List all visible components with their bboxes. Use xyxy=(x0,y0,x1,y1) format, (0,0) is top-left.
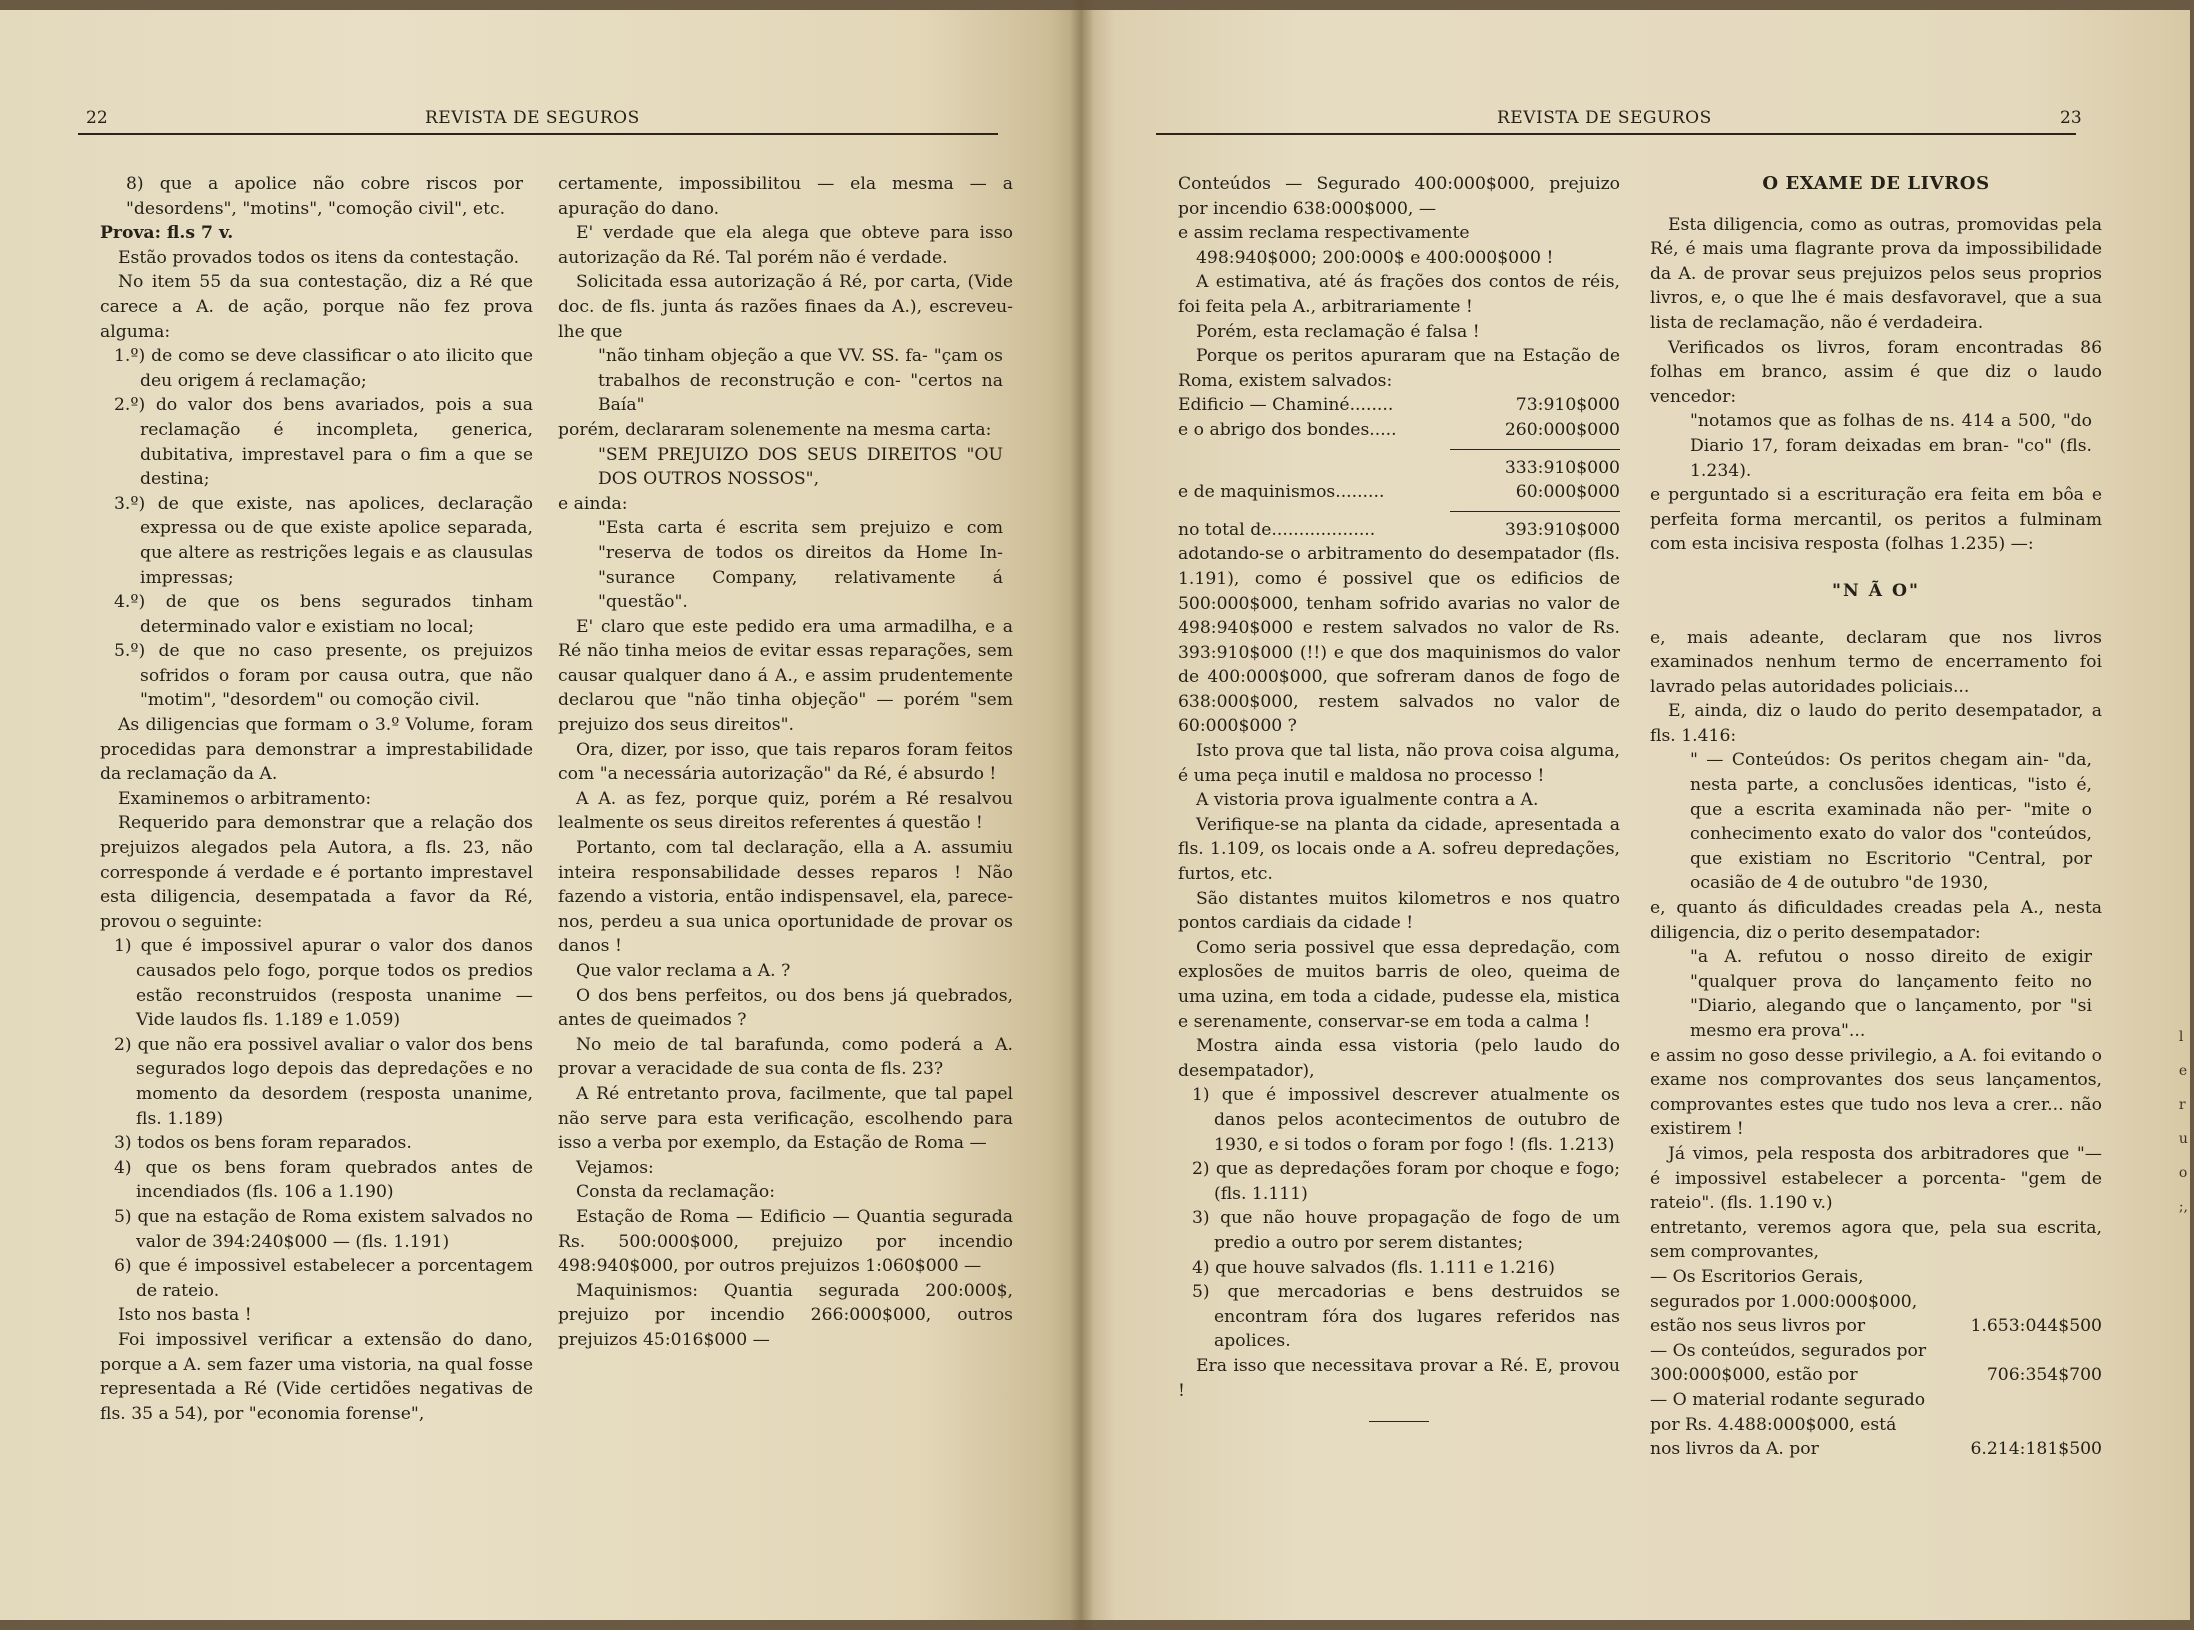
sum-rule xyxy=(1450,449,1620,450)
paragraph: A Ré entretanto prova, facilmente, que tal papel não serve para esta verificação, escolhendo para isso a verba por exemplo, da Estação de Roma — xyxy=(558,1083,1013,1154)
row-label: e o abrigo dos bondes..... xyxy=(1178,419,1397,440)
list-item: 4) que houve salvados (fls. 1.111 e 1.216) xyxy=(1192,1257,1555,1278)
table-row xyxy=(1178,518,1620,543)
list-item: 5) que na estação de Roma existem salvados no valor de 394:240$000 — (fls. 1.191) xyxy=(114,1206,533,1252)
paragraph: Porém, esta reclamação é falsa ! xyxy=(1196,321,1480,342)
paragraph: Isto nos basta ! xyxy=(118,1305,252,1326)
running-header: REVISTA DE SEGUROS xyxy=(1497,108,1712,128)
paragraph: Requerido para demonstrar que a relação dos prejuizos alegados pela Autora, a fls. 23, não corresponde á verdade e é portanto imprestavel esta diligencia, desempatada a favor da Ré, provou o seguinte: xyxy=(100,813,533,932)
paragraph: e assim no goso desse privilegio, a A. foi evitando o exame nos comprovantes dos seus lançamentos, comprovantes estes que tudo nos leva a crer... não existirem ! xyxy=(1650,1045,2102,1140)
paragraph: e perguntado si a escrituração era feita em bôa e perfeita forma mercantil, os peritos a fulminam com esta incisiva resposta (folhas 1.235) —: xyxy=(1650,485,2102,555)
list-item: 1) que é impossivel descrever atualmente os danos pelos acontecimentos de outubro de 1930, e si todos o foram por fogo ! (fls. 1.213) xyxy=(1192,1085,1620,1155)
list-item: 2) que não era possivel avaliar o valor dos bens segurados logo depois das depredações e no momento da desordem (resposta unanime, fls. 1.189) xyxy=(114,1034,533,1129)
running-header: REVISTA DE SEGUROS xyxy=(425,108,640,128)
paragraph: e ainda: xyxy=(558,493,628,514)
list-item: 1) que é impossivel apurar o valor dos danos causados pelo fogo, porque todos os predios estão reconstruidos (resposta unanime — Vide laudos fls. 1.189 e 1.059) xyxy=(114,936,533,1031)
edge-mark: ;, xyxy=(2178,1199,2188,1215)
paragraph: Já vimos, pela resposta dos arbitradores que "— é impossivel estabelecer a porcenta- "gem de rateio". (fls. 1.190 v.) xyxy=(1650,1143,2102,1214)
row-value: 260:000$000 xyxy=(1504,419,1620,440)
row-value: 1.653:044$500 xyxy=(1970,1316,2102,1337)
row-label: — Os conteúdos, segurados por 300:000$000, estão por xyxy=(1650,1340,1927,1386)
left-column-1 xyxy=(100,172,533,1426)
paragraph: Portanto, com tal declaração, ella a A. assumiu inteira responsabilidade desses reparos ! Não fazendo a vistoria, então indispensavel, ela, parece-nos, perdeu a sua unica oportunidade de provar os danos ! xyxy=(558,838,1013,957)
quote: " — Conteúdos: Os peritos chegam ain- "da, nesta parte, a conclusões identicas, "isto é, que a escrita examinada não per- "mite o conhecimento exato do valor dos "conteúdos, que existiam no Escritorio "Central, por ocasião de 4 de outubro "de 1930, xyxy=(1690,750,2092,894)
row-value: 73:910$000 xyxy=(1515,395,1620,416)
paragraph: Como seria possivel que essa depredação, com explosões de muitos barris de oleo, queima de uma uzina, em toda a cidade, pudesse ela, mistica e serenamente, conservar-se em toda a calma ! xyxy=(1178,937,1620,1032)
paragraph: Conteúdos — Segurado 400:000$000, prejuizo por incendio 638:000$000, — xyxy=(1178,174,1620,219)
paragraph: 8) que a apolice não cobre riscos por "desordens", "motins", "comoção civil", etc. xyxy=(126,174,523,219)
list-item: 4) que os bens foram quebrados antes de incendiados (fls. 106 a 1.190) xyxy=(114,1157,533,1203)
edge-mark: e xyxy=(2178,1063,2188,1079)
paragraph: O dos bens perfeitos, ou dos bens já quebrados, antes de queimados ? xyxy=(558,985,1013,1031)
paragraph: A A. as fez, porque quiz, porém a Ré resalvou lealmente os seus direitos referentes á questão ! xyxy=(558,788,1013,834)
row-label: — Os Escritorios Gerais, segurados por 1.000:000$000, estão nos seus livros por xyxy=(1650,1266,1918,1337)
list-item: 6) que é impossivel estabelecer a porcentagem de rateio. xyxy=(114,1256,533,1301)
paragraph: Vejamos: xyxy=(576,1157,654,1178)
book-gutter xyxy=(1070,0,1094,1630)
row-value: 393:910$000 xyxy=(1504,519,1620,540)
emphasis-no: "N Ã O" xyxy=(1832,580,1920,601)
paragraph: A vistoria prova igualmente contra a A. xyxy=(1196,790,1539,811)
list-item: 2) que as depredações foram por choque e fogo; (fls. 1.111) xyxy=(1192,1159,1620,1204)
edge-mark: l xyxy=(2178,1029,2184,1045)
left-column-2 xyxy=(558,172,1013,1353)
row-label: Edificio — Chaminé........ xyxy=(1178,395,1394,416)
paragraph: No meio de tal barafunda, como poderá a A. provar a veracidade de sua conta de fls. 23? xyxy=(558,1034,1013,1080)
row-value: 6.214:181$500 xyxy=(1970,1439,2102,1460)
paragraph: entretanto, veremos agora que, pela sua escrita, sem comprovantes, xyxy=(1650,1217,2102,1263)
paragraph: certamente, impossibilitou — ela mesma — a apuração do dano. xyxy=(558,174,1013,219)
paragraph: e assim reclama respectivamente xyxy=(1178,223,1470,244)
list-item: 3) todos os bens foram reparados. xyxy=(114,1133,412,1154)
edge-mark: u xyxy=(2178,1131,2188,1147)
list-item: 3) que não houve propagação de fogo de um predio a outro por serem distantes; xyxy=(1192,1208,1620,1253)
list-item: 5) que mercadorias e bens destruidos se encontram fóra dos lugares referidos nas apolices. xyxy=(1192,1282,1620,1352)
header-rule xyxy=(1156,133,2076,135)
left-page xyxy=(0,10,1082,1620)
edge-marks xyxy=(2179,1020,2188,1224)
paragraph: Isto prova que tal lista, não prova coisa alguma, é uma peça inutil e maldosa no processo ! xyxy=(1178,741,1620,786)
paragraph: Solicitada essa autorização á Ré, por carta, (Vide doc. de fls. junta ás razões finaes da A.), escreveu-lhe que xyxy=(558,272,1013,342)
paragraph: E' claro que este pedido era uma armadilha, e a Ré não tinha meios de evitar essas reparações, sem causar qualquer dano á A., e assim prudentemente declarou que "não tinha objeção" — porém "sem prejuizo dos seus direitos". xyxy=(558,616,1013,736)
list-item: 2.º) do valor dos bens avariados, pois a sua reclamação é incompleta, generica, dubitativa, imprestavel para o fim a que se destina; xyxy=(114,395,533,490)
table-row xyxy=(1178,480,1620,505)
list-item: 3.º) de que existe, nas apolices, declaração expressa ou de que existe apolice separada, que altere as restrições legais e as clausulas impressas; xyxy=(114,493,533,588)
section-title: O EXAME DE LIVROS xyxy=(1762,173,1990,194)
paragraph: Era isso que necessitava provar a Ré. E, provou ! xyxy=(1178,1355,1620,1401)
quote: "a A. refutou o nosso direito de exigir "qualquer prova do lançamento feito no "Diario, alegando que o lançamento, por "si mesmo era prova"... xyxy=(1690,947,2092,1041)
paragraph: Ora, dizer, por isso, que tais reparos foram feitos com "a necessária autorização" da Ré, é absurdo ! xyxy=(558,739,1013,785)
paragraph: Foi impossivel verificar a extensão do dano, porque a A. sem fazer uma vistoria, na qual fosse representada a Ré (Vide certidões negativas de fls. 35 a 54), por "economia forense", xyxy=(100,1329,533,1424)
paragraph: E' verdade que ela alega que obteve para isso autorização da Ré. Tal porém não é verdade. xyxy=(558,223,1013,268)
paragraph: e, mais adeante, declaram que nos livros examinados nenhum termo de encerramento foi lavrado pelas autoridades policiais... xyxy=(1650,627,2102,697)
page-number: 22 xyxy=(86,108,108,128)
row-value: 333:910$000 xyxy=(1504,457,1620,478)
paragraph: Esta diligencia, como as outras, promovidas pela Ré, é mais uma flagrante prova da impossibilidade da A. de provar seus prejuizos pelos seus proprios livros, e, o que lhe é mais desfavoravel, que a sua lista de reclamação, não é verdadeira. xyxy=(1650,214,2102,333)
row-label: e de maquinismos......... xyxy=(1178,482,1385,503)
quote: "não tinham objeção a que VV. SS. fa- "çam os trabalhos de reconstrução e con- "certos na Baía" xyxy=(598,346,1003,416)
paragraph: adotando-se o arbitramento do desempatador (fls. 1.191), como é possivel que os edificios de 500:000$000, tenham sofrido avarias no valor de 498:940$000 e restem salvados no valor de Rs. 393:910$000 (!!) e que dos maquinismos do valor de 400:000$000, que sofreram danos de fogo de 638:000$000, restem salvados no valor de 60:000$000 ? xyxy=(1178,544,1620,737)
list-item: 4.º) de que os bens segurados tinham determinado valor e existiam no local; xyxy=(114,592,533,637)
table-row xyxy=(1178,418,1620,443)
paragraph: Que valor reclama a A. ? xyxy=(576,961,791,981)
list-item: 5.º) de que no caso presente, os prejuizos sofridos o foram por causa outra, que não "motim", "desordem" ou comoção civil. xyxy=(114,641,533,711)
table-row xyxy=(1650,1339,2102,1388)
paragraph: Porque os peritos apuraram que na Estação de Roma, existem salvados: xyxy=(1178,346,1620,391)
sum-rule xyxy=(1450,511,1620,512)
row-value: 60:000$000 xyxy=(1515,482,1620,503)
paragraph: São distantes muitos kilometros e nos quatro pontos cardiais da cidade ! xyxy=(1178,888,1620,934)
edge-mark: o xyxy=(2178,1165,2188,1181)
table-row xyxy=(1178,456,1620,481)
paragraph: Estão provados todos os itens da contestação. xyxy=(118,247,520,268)
section-separator xyxy=(1369,1421,1429,1422)
paragraph: Estação de Roma — Edificio — Quantia segurada Rs. 500:000$000, prejuizo por incendio 498:940$000, por outros prejuizos 1:060$000 — xyxy=(558,1206,1013,1277)
paragraph: Prova: fl.s 7 v. xyxy=(100,223,234,244)
table-row xyxy=(1650,1265,2102,1339)
paragraph: Verificados os livros, foram encontradas 86 folhas em branco, assim é que diz o laudo vencedor: xyxy=(1650,337,2102,407)
quote: "SEM PREJUIZO DOS SEUS DIREITOS "OU DOS OUTROS NOSSOS", xyxy=(598,444,1003,490)
paragraph: E, ainda, diz o laudo do perito desempatador, a fls. 1.416: xyxy=(1650,701,2102,746)
paragraph: As diligencias que formam o 3.º Volume, foram procedidas para demonstrar a imprestabilidade da reclamação da A. xyxy=(100,715,533,785)
paragraph: Maquinismos: Quantia segurada 200:000$, prejuizo por incendio 266:000$000, outros prejuizos 45:016$000 — xyxy=(558,1280,1013,1350)
paragraph: Mostra ainda essa vistoria (pelo laudo do desempatador), xyxy=(1178,1036,1620,1081)
row-label: no total de................... xyxy=(1178,519,1376,540)
quote: "notamos que as folhas de ns. 414 a 500, "do Diario 17, foram deixadas em bran- "co" (fls. 1.234). xyxy=(1690,411,2092,481)
row-value: 706:354$700 xyxy=(1986,1365,2102,1386)
paragraph: No item 55 da sua contestação, diz a Ré que carece a A. de ação, porque não fez prova alguma: xyxy=(100,272,533,342)
table-row xyxy=(1650,1388,2102,1462)
edge-mark: r xyxy=(2178,1097,2186,1113)
paragraph: Examinemos o arbitramento: xyxy=(118,788,372,809)
page-number: 23 xyxy=(2060,108,2082,128)
quote: "Esta carta é escrita sem prejuizo e com "reserva de todos os direitos da Home In- "surance Company, relativamente á "questão". xyxy=(598,518,1003,613)
list-item: 1.º) de como se deve classificar o ato ilicito que deu origem á reclamação; xyxy=(114,346,533,391)
paragraph: Verifique-se na planta da cidade, apresentada a fls. 1.109, os locais onde a A. sofreu depredações, furtos, etc. xyxy=(1178,814,1620,885)
right-column-1 xyxy=(1178,172,1620,1422)
row-label: — O material rodante segurado por Rs. 4.488:000$000, está nos livros da A. por xyxy=(1650,1389,1926,1460)
header-rule xyxy=(78,133,998,135)
paragraph: 498:940$000; 200:000$ e 400:000$000 ! xyxy=(1196,247,1554,268)
paragraph: A estimativa, até ás frações dos contos de réis, foi feita pela A., arbitrariamente ! xyxy=(1178,272,1620,317)
paragraph: porém, declararam solenemente na mesma carta: xyxy=(558,419,992,440)
table-row xyxy=(1178,393,1620,418)
right-page xyxy=(1082,10,2190,1620)
paragraph: e, quanto ás dificuldades creadas pela A., nesta diligencia, diz o perito desempatador: xyxy=(1650,898,2102,943)
right-column-2 xyxy=(1650,172,2102,1462)
paragraph: Consta da reclamação: xyxy=(576,1182,776,1203)
